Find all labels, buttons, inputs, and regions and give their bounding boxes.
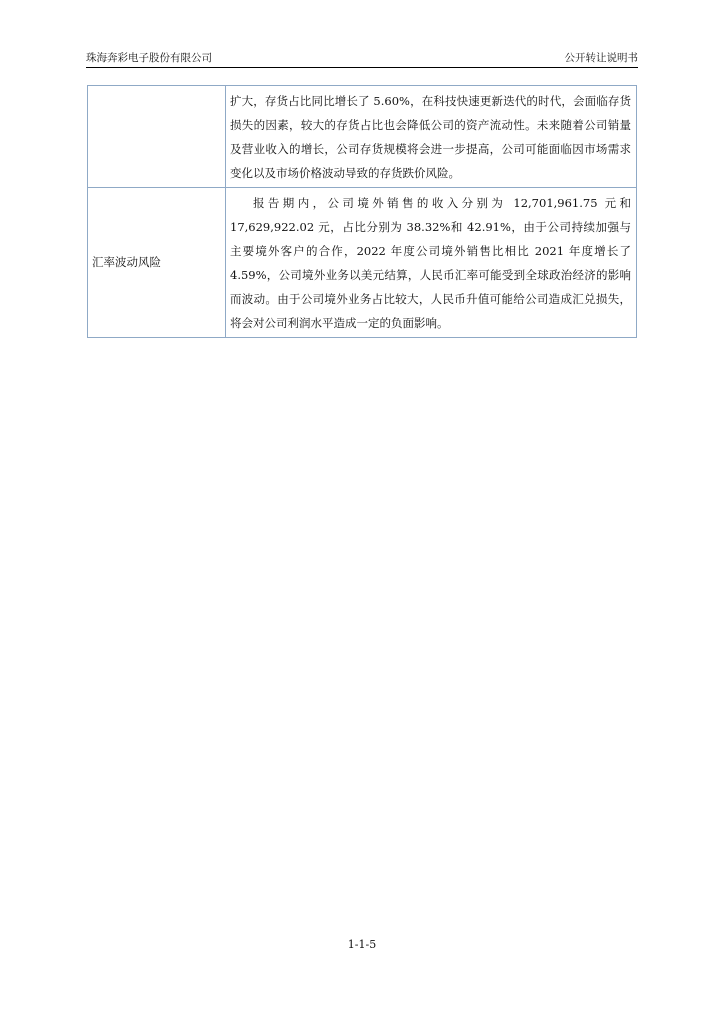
risk-name-cell: 汇率波动风险: [88, 188, 226, 338]
page-number: 1-1-5: [347, 938, 377, 951]
table-row: [88, 86, 637, 188]
document-title: 公开转让说明书: [564, 52, 638, 64]
risk-name-cell: [88, 86, 226, 188]
risk-description-cell: 报告期内，公司境外销售的收入分别为 12,701,961.75 元和 17,629,922.02 元，占比分别为 38.32%和 42.91%，由于公司持续加强与主要境外客户的合作，2022 年度公司境外销售比相比 2021 年度增长了 4.59%，公司境外业务以美元结算，人民币汇率可能受到全球政治经济的影响而波动。由于公司境外业务占比较大，人民币升值可能给公司造成汇兑损失，将会对公司利润水平造成一定的负面影响。: [226, 188, 637, 338]
company-name: 珠海奔彩电子股份有限公司: [86, 52, 212, 64]
table-row: [88, 188, 637, 338]
risk-description-cell: 扩大，存货占比同比增长了 5.60%，在科技快速更新迭代的时代，会面临存货损失的因素，较大的存货占比也会降低公司的资产流动性。未来随着公司销量及营业收入的增长，公司存货规模将会进一步提高，公司可能面临因市场需求变化以及市场价格波动导致的存货跌价风险。: [226, 86, 637, 188]
page-header: [86, 51, 638, 68]
risk-table: [87, 85, 637, 338]
